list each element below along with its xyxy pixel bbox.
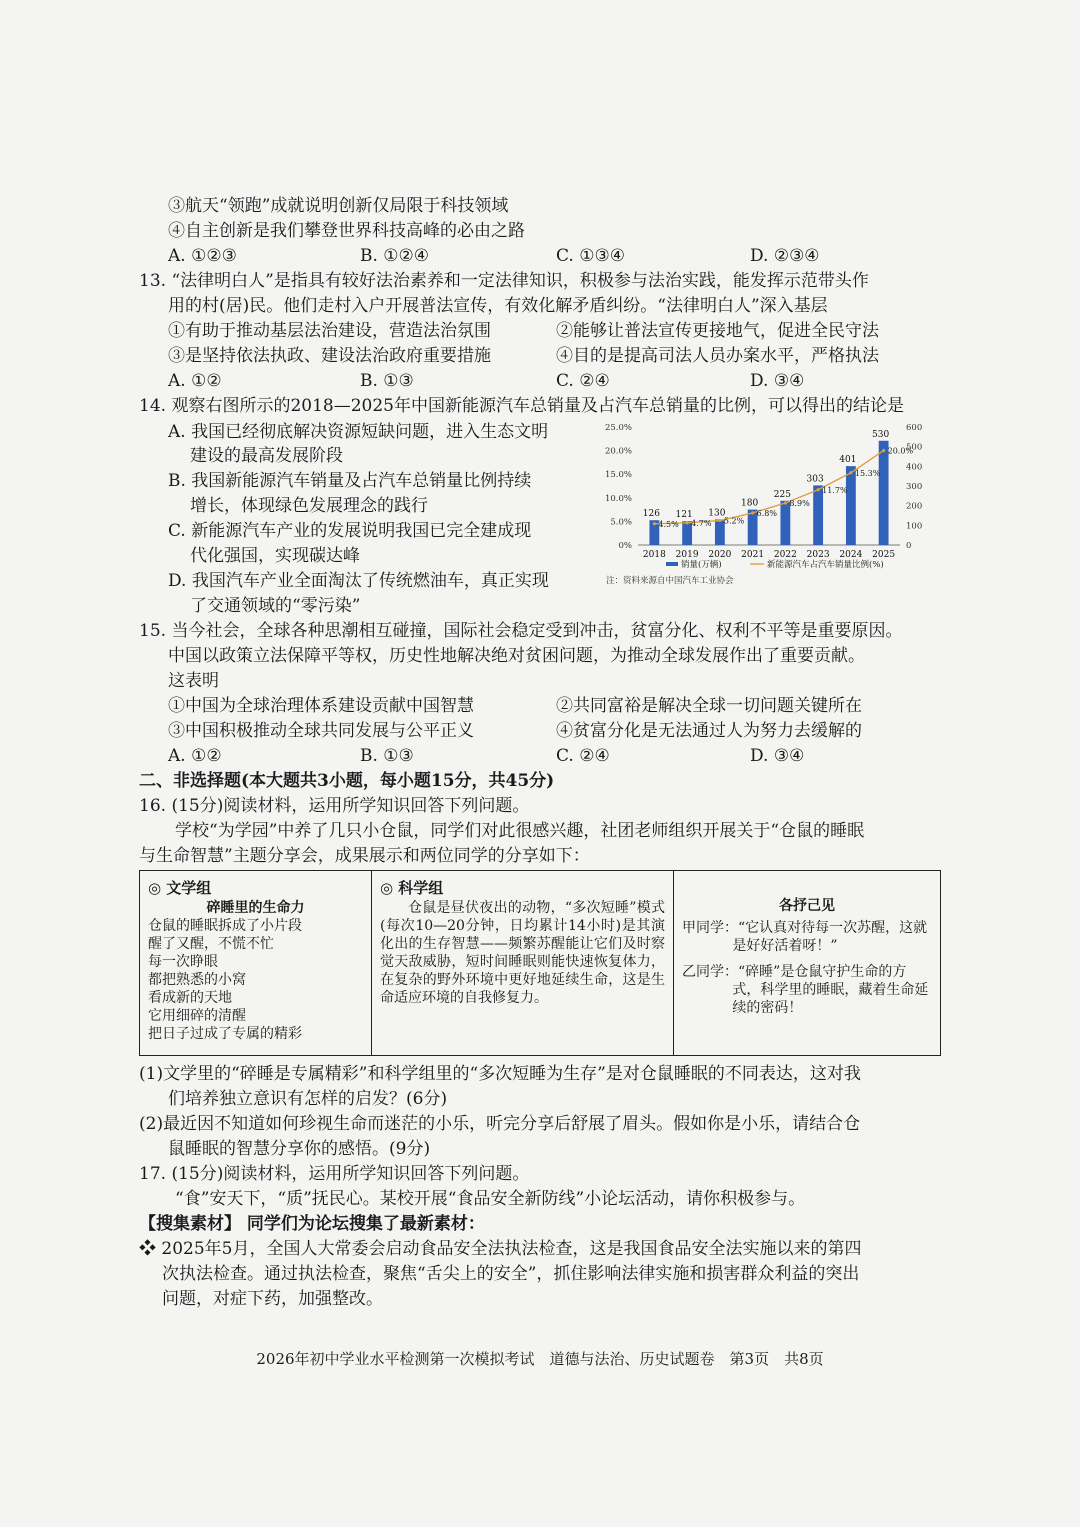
poem-line: 看成新的天地: [148, 990, 232, 1006]
q13-choice-c: C. ②④: [556, 371, 610, 391]
poem-line: 把日子过成了专属的精彩: [148, 1026, 302, 1042]
x-axis-tick-label: 2022: [773, 550, 797, 560]
literature-group-cell: [140, 871, 372, 1055]
q13-choice-d: D. ③④: [750, 371, 805, 391]
q13-stem-line1: 13. “法律明白人”是指具有较好法治素养和一定法律知识，积极参与法治实践，能发挥示范带头作: [139, 271, 869, 291]
q15-option-2: ②共同富裕是解决全球一切问题关键所在: [556, 696, 862, 716]
poem-line: 醒了又醒，不慌不忙: [148, 936, 274, 952]
q16-head: 16. (15分)阅读材料，运用所学知识回答下列问题。: [139, 796, 530, 816]
bar-value-label: 303: [806, 474, 824, 485]
science-group-cell: [372, 871, 674, 1055]
ratio-point: [882, 449, 885, 452]
ratio-point: [718, 519, 721, 522]
ratio-value-label: 8.9%: [789, 498, 810, 508]
q14-option-c-line2: 代化强国，实现碳达峰: [190, 546, 360, 566]
q15-choice-d: D. ③④: [750, 746, 805, 766]
q17-item-line3: 问题，对症下药，加强整改。: [162, 1289, 383, 1309]
ratio-value-label: 11.7%: [822, 485, 848, 495]
poem-line: 每一次睁眼: [148, 954, 218, 970]
right-axis-tick: 500: [906, 442, 923, 453]
q15-stem-line1: 15. 当今社会，全球各种思潮相互碰撞，国际社会稳定受到冲击，贫富分化、权利不平等是重要原因。: [139, 621, 903, 641]
x-axis-tick-label: 2025: [872, 550, 896, 560]
q15-stem-line3: 这表明: [168, 671, 219, 691]
q14-option-c-line1: C. 新能源汽车产业的发展说明我国已完全建成现: [168, 521, 532, 541]
page-footer: 2026年初中学业水平检测第一次模拟考试 道德与法治、历史试题卷 第3页 共8页: [256, 1350, 824, 1368]
ratio-value-label: 5.2%: [723, 516, 745, 526]
q12-choice-d: D. ②③④: [750, 246, 820, 266]
bar-value-label: 130: [708, 508, 726, 519]
q13-option-3: ③是坚持依法执政、建设法治政府重要措施: [168, 346, 491, 366]
q14-option-a-line2: 建设的最高发展阶段: [190, 446, 343, 466]
q17-collect-heading: 【搜集素材】 同学们为论坛搜集了最新素材：: [139, 1214, 485, 1234]
q13-stem-line2: 用的村(居)民。他们走村入户开展普法宣传，有效化解矛盾纠纷。“法律明白人”深入基层: [168, 296, 828, 316]
ratio-value-label: 4.7%: [691, 518, 712, 528]
q12-choice-a: A. ①②③: [168, 246, 237, 266]
literature-group-title: ◎ 文学组: [148, 879, 212, 897]
legend-bar-label: 销量(万辆): [681, 560, 722, 570]
q15-choice-b: B. ①③: [360, 746, 414, 766]
ratio-point: [751, 511, 754, 514]
ratio-point: [849, 471, 852, 474]
q13-choice-b: B. ①③: [360, 371, 414, 391]
q16-sub1-line1: (1)文学里的“碎睡是专属精彩”和科学组里的“多次短睡为生存”是对仓鼠睡眠的不同表达，这对我: [139, 1064, 861, 1084]
q17-item-line1: ❖ 2025年5月，全国人大常委会启动食品安全法执法检查，这是我国食品安全法实施以来的第四: [139, 1239, 862, 1259]
q16-sub2-line1: (2)最近因不知道如何珍视生命而迷茫的小乐，听完分享后舒展了眉头。假如你是小乐，请结合仓: [139, 1114, 861, 1134]
bar-value-label: 401: [839, 455, 857, 466]
bar-value-label: 121: [675, 510, 693, 521]
q17-head: 17. (15分)阅读材料，运用所学知识回答下列问题。: [139, 1164, 530, 1184]
ratio-value-label: 6.8%: [756, 508, 777, 518]
right-axis-tick: 0: [906, 541, 912, 551]
right-axis-tick: 100: [906, 521, 923, 532]
q14-option-d-line1: D. 我国汽车产业全面淘汰了传统燃油车，真正实现: [168, 571, 549, 591]
q15-option-3: ③中国积极推动全球共同发展与公平正义: [168, 721, 474, 741]
poem-line: 仓鼠的睡眠拆成了小片段: [148, 918, 302, 934]
x-axis-tick-label: 2021: [741, 550, 765, 560]
q13-choice-a: A. ①②: [168, 371, 222, 391]
legend-line-label: 新能源汽车占汽车销量比例(%): [767, 560, 884, 570]
q13-option-2: ②能够让普法宣传更接地气，促进全民守法: [556, 321, 879, 341]
q12-choice-c: C. ①③④: [556, 246, 625, 266]
poem-title: 碎睡里的生命力: [206, 900, 305, 916]
left-axis-tick: 25.0%: [604, 423, 632, 433]
q15-stem-line2: 中国以政策立法保障平等权，历史性地解决绝对贫困问题，为推动全球发展作出了重要贡献。: [168, 646, 865, 666]
q13-option-4: ④目的是提高司法人员办案水平，严格执法: [556, 346, 879, 366]
legend-bar-swatch: [666, 562, 678, 566]
q14-option-b-line2: 增长，体现绿色发展理念的践行: [190, 496, 428, 516]
ev-sales-chart: [600, 418, 945, 593]
q13-option-1: ①有助于推动基层法治建设，营造法治氛围: [168, 321, 491, 341]
science-text: 仓鼠是昼伏夜出的动物，“多次短睡”模式(每次10—20分钟，日均累计14小时)是其演化出的生存智慧——频繁苏醒能让它们及时察觉天敌威胁，短时间睡眠则能快速恢复体力，在复杂的野外环境中更好地延续生命，这是生命适应环境的自我修复力。: [380, 900, 665, 1006]
x-axis-tick-label: 2018: [642, 550, 666, 560]
science-group-title: ◎ 科学组: [380, 879, 444, 897]
q12-option-4: ④自主创新是我们攀登世界科技高峰的必由之路: [168, 221, 525, 241]
section-2-heading: 二、非选择题(本大题共3小题，每小题15分，共45分): [139, 771, 555, 791]
student-a-view: 甲同学：“它认真对待每一次苏醒，这就是好好活着呀！”: [682, 920, 928, 954]
bar-value-label: 180: [741, 498, 759, 509]
q15-choice-a: A. ①②: [168, 746, 222, 766]
chart-source-note: 注：资料来源自中国汽车工业协会: [606, 576, 734, 586]
poem-line: 都把熟悉的小窝: [148, 972, 246, 988]
x-axis-tick-label: 2020: [708, 550, 732, 560]
ratio-value-label: 15.3%: [854, 468, 881, 478]
opinions-title: 各抒己见: [779, 898, 835, 914]
sales-bar: [846, 466, 856, 545]
q17-intro: “食”安天下，“质”抚民心。某校开展“食品安全新防线”小论坛活动，请你积极参与。: [175, 1189, 806, 1209]
right-axis-tick: 600: [906, 423, 923, 433]
left-axis-tick: 10.0%: [604, 493, 632, 504]
ratio-point: [784, 501, 787, 504]
left-axis-tick: 15.0%: [604, 470, 632, 481]
bar-value-label: 126: [642, 509, 660, 520]
right-axis-tick: 300: [906, 482, 923, 492]
left-axis-tick: 0%: [618, 541, 632, 551]
bar-value-label: 530: [872, 429, 890, 440]
right-axis-tick: 200: [906, 501, 923, 512]
q16-material-table: [139, 870, 941, 1056]
ratio-point: [653, 522, 656, 525]
x-axis-tick-label: 2023: [806, 550, 830, 560]
sales-bar: [879, 441, 889, 545]
student-b-view: 乙同学：“碎睡”是仓鼠守护生命的方式，科学里的睡眠，藏着生命延续的密码！: [682, 964, 929, 1016]
opinions-cell: [674, 871, 940, 1055]
x-axis-tick-label: 2024: [839, 550, 863, 560]
q15-option-4: ④贫富分化是无法通过人为努力去缓解的: [556, 721, 862, 741]
q14-option-d-line2: 了交通领域的“零污染”: [190, 596, 361, 616]
q14-stem: 14. 观察右图所示的2018—2025年中国新能源汽车总销量及占汽车总销量的比例，可以得出的结论是: [139, 396, 904, 416]
bar-value-label: 225: [773, 489, 791, 500]
q17-item-line2: 次执法检查。通过执法检查，聚焦“舌尖上的安全”，抓住影响法律实施和损害群众利益的突出: [162, 1264, 860, 1284]
left-axis-tick: 20.0%: [604, 446, 632, 457]
ratio-value-label: 4.5%: [658, 519, 679, 529]
ratio-point: [686, 521, 689, 524]
q16-para-line2: 与生命智慧”主题分享会，成果展示和两位同学的分享如下：: [139, 846, 590, 866]
q12-option-3: ③航天“领跑”成就说明创新仅局限于科技领域: [168, 196, 509, 216]
q16-sub1-line2: 们培养独立意识有怎样的启发？(6分): [168, 1089, 448, 1109]
q15-choice-c: C. ②④: [556, 746, 610, 766]
ratio-value-label: 20.0%: [887, 446, 914, 456]
q14-option-b-line1: B. 我国新能源汽车销量及占汽车总销量比例持续: [168, 471, 532, 491]
q14-option-a-line1: A. 我国已经彻底解决资源短缺问题，进入生态文明: [168, 422, 549, 442]
x-axis-tick-label: 2019: [675, 550, 699, 560]
q16-para-line1: 学校“为学园”中养了几只小仓鼠，同学们对此很感兴趣，社团老师组织开展关于“仓鼠的睡眠: [175, 821, 865, 841]
poem-line: 它用细碎的清醒: [148, 1008, 246, 1024]
q12-choice-b: B. ①②④: [360, 246, 430, 266]
q15-option-1: ①中国为全球治理体系建设贡献中国智慧: [168, 696, 474, 716]
right-axis-tick: 400: [906, 462, 923, 473]
ratio-point: [817, 488, 820, 491]
left-axis-tick: 5.0%: [610, 517, 632, 528]
q16-sub2-line2: 鼠睡眠的智慧分享你的感悟。(9分): [168, 1139, 431, 1159]
